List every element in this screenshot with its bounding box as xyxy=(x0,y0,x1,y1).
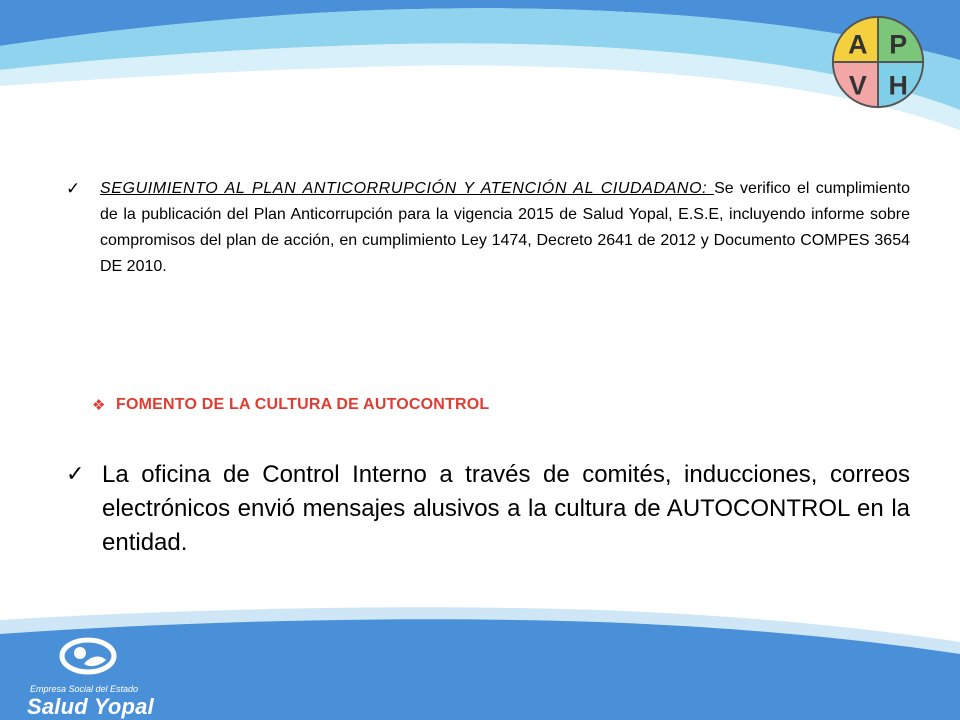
logo-letter-p: P xyxy=(889,29,908,60)
apvh-logo xyxy=(830,14,926,110)
logo-letter-h: H xyxy=(888,70,908,101)
anticorruption-heading: SEGUIMIENTO AL PLAN ANTICORRUPCIÓN Y ATENCIÓN AL CIUDADANO: xyxy=(100,180,715,197)
autocontrol-heading xyxy=(92,396,489,414)
footer-brand: Salud Yopal xyxy=(27,694,154,719)
checkmark-icon: ✓ xyxy=(66,462,85,487)
autocontrol-bullet xyxy=(66,458,910,560)
anticorruption-paragraph xyxy=(100,176,910,280)
anticorruption-body: Se verifico el cumplimiento de la publicación del Plan Anticorrupción para la vigencia 2015 de Salud Yopal, E.S.E, incluyendo informe sobre compromisos del plan de acción, en cumplimiento Ley 1474, Decreto 2641 de 2012 y Documento COMPES 3654 DE 2010. xyxy=(100,180,910,275)
top-wave-band xyxy=(0,0,960,130)
logo-letter-a: A xyxy=(848,29,868,60)
footer-subtitle: Empresa Social del Estado xyxy=(30,684,139,694)
autocontrol-paragraph: La oficina de Control Interno a través de comités, inducciones, correos electrónicos envió mensajes alusivos a la cultura de AUTOCONTROL en la entidad. xyxy=(102,461,910,556)
autocontrol-title: FOMENTO DE LA CULTURA DE AUTOCONTROL xyxy=(116,396,490,413)
diamond-bullet-icon: ❖ xyxy=(92,396,106,414)
logo-letter-v: V xyxy=(848,70,867,101)
checkmark-icon: ✓ xyxy=(66,179,81,199)
anticorruption-bullet xyxy=(66,176,910,280)
